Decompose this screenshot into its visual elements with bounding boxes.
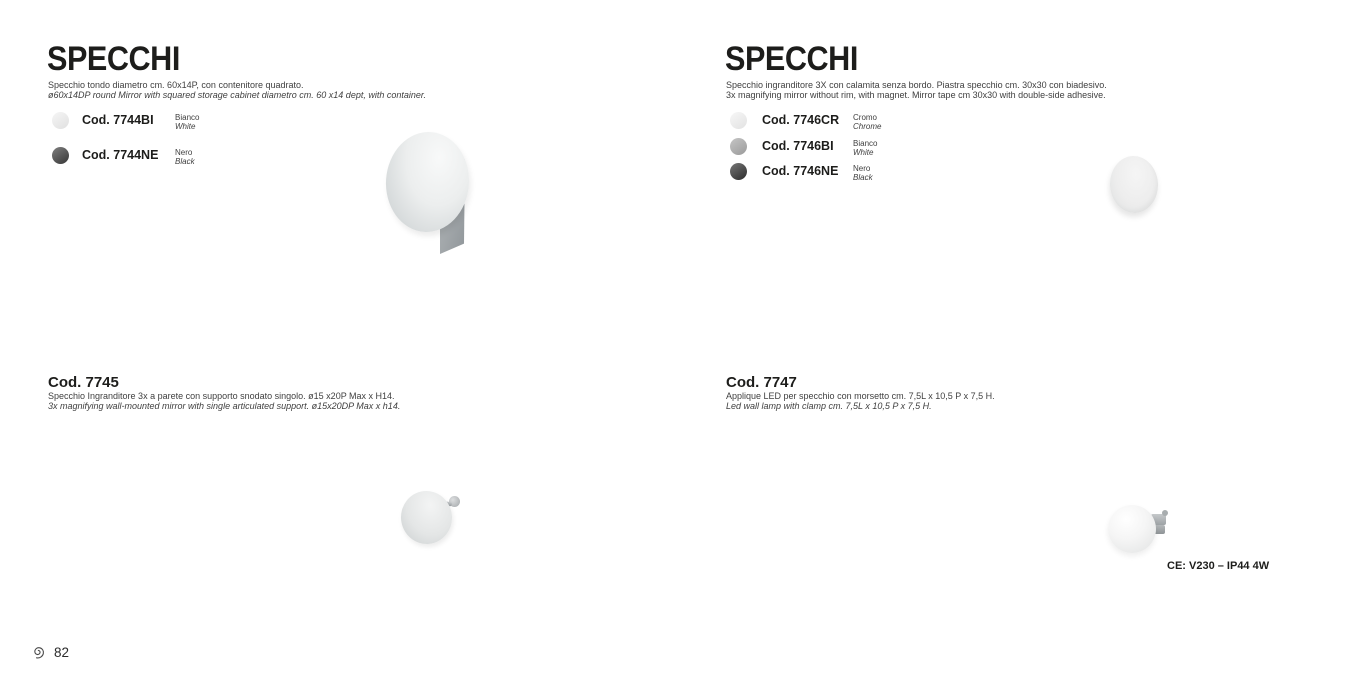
left-description-italian: Specchio tondo diametro cm. 60x14P, con contenitore quadrato. xyxy=(48,80,304,90)
left-subproduct-description xyxy=(48,392,400,411)
color-name-english: White xyxy=(853,148,874,157)
color-name-italian: Cromo xyxy=(853,113,878,122)
black-color-swatch xyxy=(52,147,69,164)
black-color-swatch xyxy=(730,163,747,180)
left-section-description xyxy=(48,81,426,100)
chrome-color-swatch xyxy=(730,112,747,129)
product-code: Cod. 7744NE xyxy=(82,148,159,162)
color-name-italian: Nero xyxy=(175,148,193,157)
variant-row-7744ne xyxy=(52,147,195,166)
subproduct-description-italian: Applique LED per specchio con morsetto cm. 7,5L x 10,5 P x 7,5 H. xyxy=(726,391,995,401)
subproduct-description-english: Led wall lamp with clamp cm. 7,5L x 10,5 P x 7,5 H. xyxy=(726,400,932,411)
lamp-globe-shape xyxy=(1108,505,1156,553)
color-name-italian: Bianco xyxy=(853,139,878,148)
mirror-with-cabinet-photo xyxy=(380,130,480,242)
right-section-title: SPECCHI xyxy=(725,40,858,78)
white-color-swatch xyxy=(730,138,747,155)
product-code: Cod. 7746BI xyxy=(762,139,834,153)
ce-rating-label: CE: V230 – IP44 4W xyxy=(1167,560,1270,572)
color-name-english: Black xyxy=(175,157,195,166)
color-name-english: White xyxy=(175,122,196,131)
color-name-italian: Bianco xyxy=(175,113,200,122)
right-description-italian: Specchio ingranditore 3X con calamita senza bordo. Piastra specchio cm. 30x30 con biadesivo. xyxy=(726,80,1107,90)
color-labels xyxy=(175,148,195,166)
subproduct-description-italian: Specchio Ingranditore 3x a parete con supporto snodato singolo. ø15 x20P Max x H14. xyxy=(48,391,395,401)
left-section-title: SPECCHI xyxy=(47,40,180,78)
product-code: Cod. 7746NE xyxy=(762,164,839,178)
variant-row-7746ne xyxy=(730,163,873,182)
variant-row-7744bi xyxy=(52,112,199,131)
color-name-italian: Nero xyxy=(853,164,871,173)
left-subproduct-code: Cod. 7745 xyxy=(48,374,119,391)
left-description-english: ø60x14DP round Mirror with squared storage cabinet diametro cm. 60 x14 dept, with container. xyxy=(48,89,427,100)
right-section-description xyxy=(726,81,1107,100)
right-subproduct-code: Cod. 7747 xyxy=(726,374,797,391)
round-mirror-shape xyxy=(398,488,454,546)
right-subproduct-description xyxy=(726,392,995,411)
color-name-english: Black xyxy=(853,173,873,182)
page-number: 82 xyxy=(54,645,70,660)
right-description-english: 3x magnifying mirror without rim, with magnet. Mirror tape cm 30x30 with double-side adhesive. xyxy=(726,89,1106,100)
clamp-knob-shape xyxy=(1162,510,1168,516)
color-labels xyxy=(853,139,877,157)
product-code: Cod. 7746CR xyxy=(762,113,840,127)
product-code: Cod. 7744BI xyxy=(82,113,154,127)
rimless-mirror-photo xyxy=(1106,152,1166,224)
color-labels xyxy=(853,164,873,182)
color-labels xyxy=(175,113,199,131)
brand-spiral-logo xyxy=(27,641,49,663)
variant-row-7746cr xyxy=(730,112,881,131)
white-color-swatch xyxy=(52,112,69,129)
subproduct-description-english: 3x magnifying wall-mounted mirror with single articulated support. ø15x20DP Max x h14. xyxy=(48,400,401,411)
color-labels xyxy=(853,113,881,131)
articulated-mirror-photo xyxy=(398,486,468,551)
round-mirror-shape xyxy=(1109,155,1160,214)
color-name-english: Chrome xyxy=(853,122,882,131)
variant-row-7746bi xyxy=(730,138,877,157)
led-lamp-photo xyxy=(1107,502,1177,562)
